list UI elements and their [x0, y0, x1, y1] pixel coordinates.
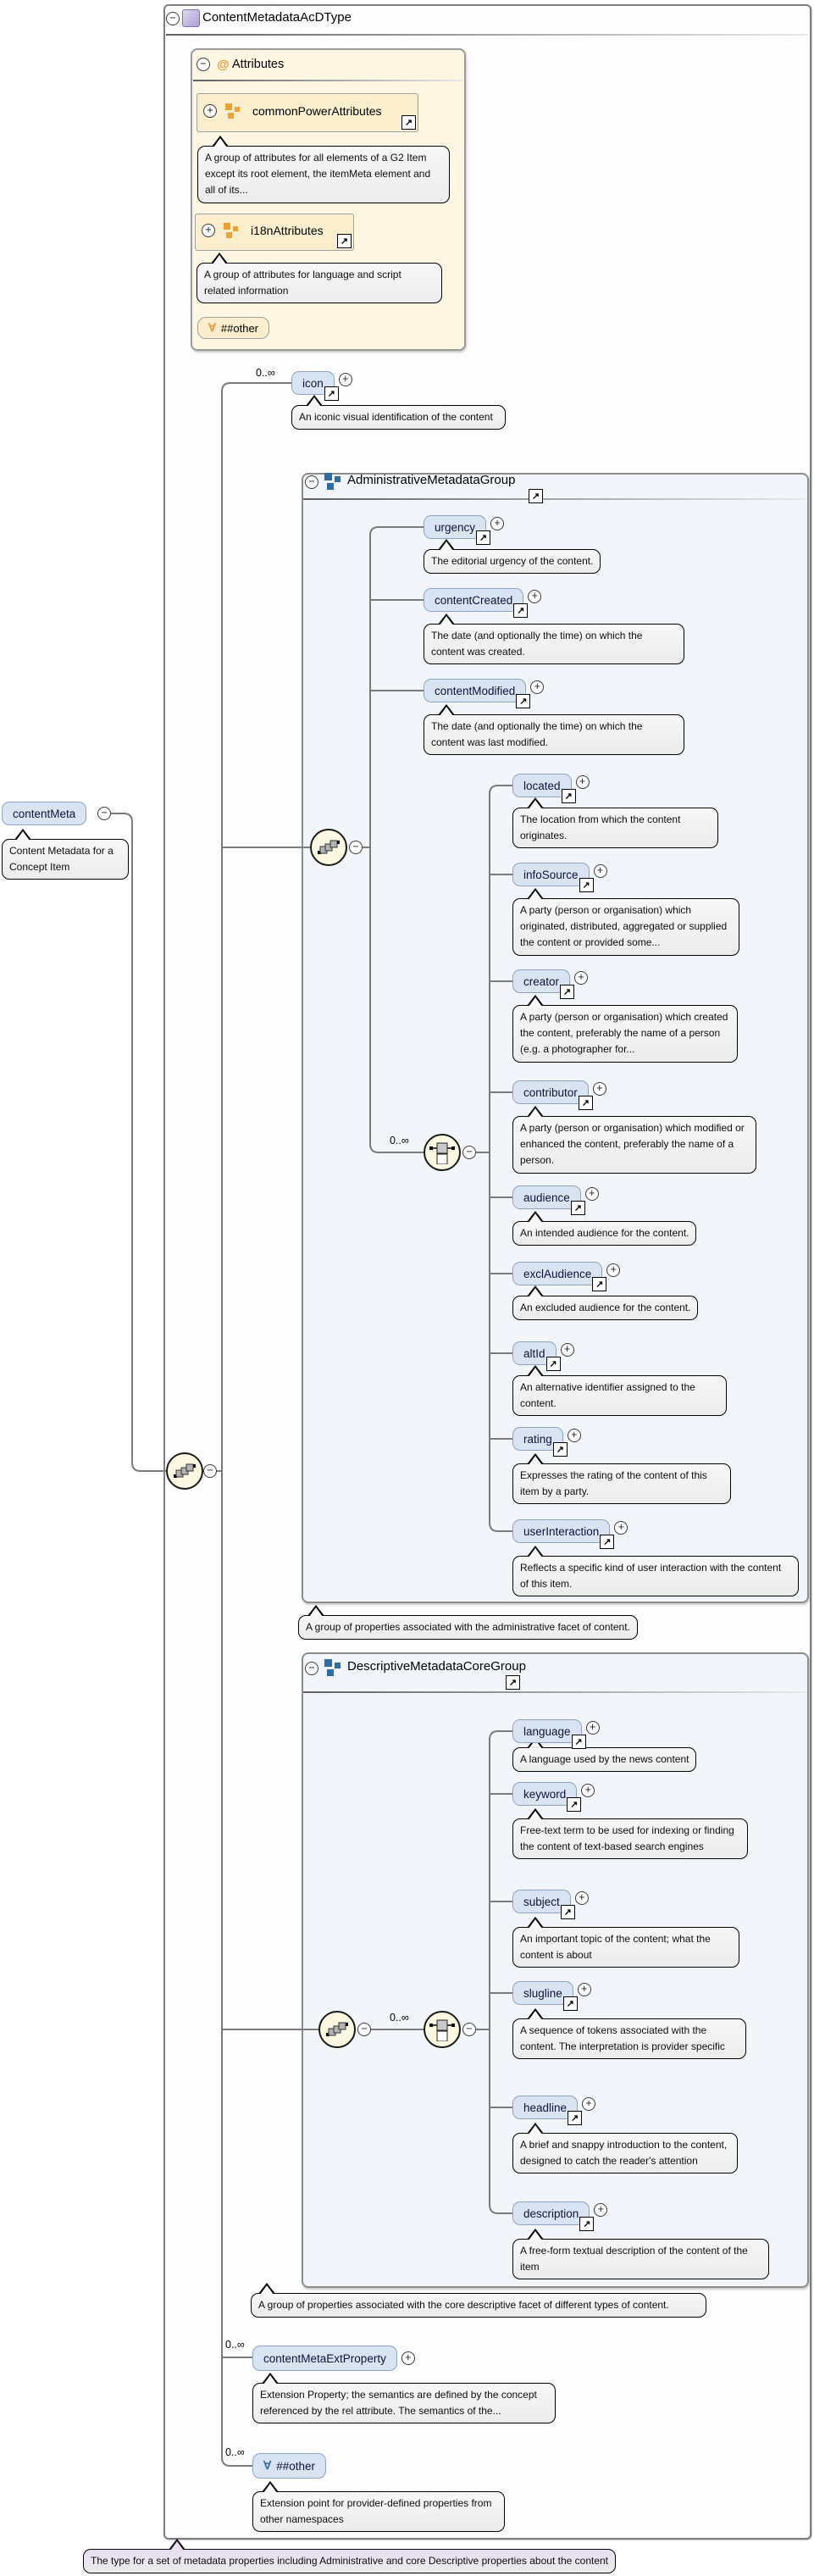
element-altid[interactable] — [512, 1341, 557, 1365]
element-icon[interactable] — [291, 371, 335, 395]
admin-group-title: AdministrativeMetadataGroup — [347, 473, 516, 487]
element-label: userInteraction — [523, 1524, 600, 1538]
element-label: altId — [523, 1346, 545, 1360]
complex-type-icon — [182, 9, 200, 27]
annotation-urgency: The editorial urgency of the content. — [424, 549, 601, 574]
element-keyword[interactable] — [512, 1782, 577, 1806]
element-label: ##other — [276, 2459, 316, 2473]
element-infosource[interactable] — [512, 863, 590, 886]
link-arrow-icon[interactable] — [476, 530, 490, 545]
annotation-slugline: A sequence of tokens associated with the content. The interpretation is provider specific — [512, 2018, 746, 2059]
expand-icon[interactable] — [582, 2097, 595, 2111]
element-label: headline — [523, 2101, 568, 2114]
choice-icon — [429, 1141, 455, 1164]
collapse-sequence-button[interactable] — [357, 2023, 371, 2036]
expand-icon[interactable] — [203, 104, 217, 118]
element-urgency[interactable] — [424, 515, 486, 539]
element-slugline[interactable] — [512, 1981, 573, 2005]
collapse-sequence-button[interactable] — [203, 1464, 217, 1478]
element-exclaudience[interactable] — [512, 1262, 602, 1285]
link-arrow-icon[interactable] — [324, 386, 339, 401]
element-label: audience — [523, 1191, 570, 1204]
expand-icon[interactable] — [568, 1429, 581, 1442]
collapse-attributes-button[interactable] — [197, 58, 210, 71]
link-arrow-icon[interactable] — [572, 1735, 586, 1749]
attribute-group-icon — [224, 223, 239, 238]
annotation-contentmeta: Content Metadata for a Concept Item — [2, 839, 129, 880]
link-arrow-icon[interactable] — [506, 1675, 520, 1690]
annotation-wildcard-other: Extension point for provider-defined properties from other namespaces — [252, 2491, 505, 2532]
expand-icon[interactable] — [586, 1721, 600, 1735]
collapse-sequence-button[interactable] — [349, 841, 363, 854]
annotation-commonpowerattributes: A group of attributes for all elements of a G2 Item except its root element, the itemMeta element and all of its... — [197, 146, 450, 203]
element-label: slugline — [523, 1986, 562, 2000]
sequence-compositor[interactable] — [166, 1452, 203, 1490]
element-label: contentMeta — [13, 807, 76, 820]
annotation-contentcreated: The date (and optionally the time) on which the content was created. — [424, 624, 684, 664]
expand-icon[interactable] — [593, 1082, 606, 1096]
type-title: ContentMetadataAcDType — [202, 10, 352, 25]
expand-icon[interactable] — [576, 775, 590, 789]
link-arrow-icon[interactable] — [513, 603, 528, 618]
occurrence-label: 0..∞ — [225, 2339, 245, 2351]
element-contributor[interactable] — [512, 1080, 589, 1104]
link-arrow-icon[interactable] — [516, 694, 530, 708]
forall-icon — [263, 2459, 271, 2473]
link-arrow-icon[interactable] — [546, 1357, 561, 1371]
element-contentmetaextproperty[interactable] — [252, 2346, 397, 2371]
annotation-type: The type for a set of metadata properties including Administrative and core Descriptive properties about the content — [83, 2549, 616, 2573]
link-arrow-icon[interactable] — [600, 1535, 614, 1549]
link-arrow-icon[interactable] — [563, 1996, 578, 2011]
attribute-group-icon — [225, 103, 241, 119]
annotation-exclaudience: An excluded audience for the content. — [512, 1296, 698, 1320]
link-arrow-icon[interactable] — [592, 1277, 606, 1291]
sequence-compositor[interactable] — [310, 829, 347, 866]
occurrence-label: 0..∞ — [225, 2446, 245, 2458]
header-separator — [166, 34, 808, 36]
element-language[interactable] — [512, 1719, 582, 1743]
expand-icon[interactable] — [202, 224, 215, 237]
element-headline[interactable] — [512, 2096, 578, 2119]
element-userinteraction[interactable] — [512, 1519, 610, 1543]
element-label: creator — [523, 974, 560, 988]
expand-icon[interactable] — [490, 517, 504, 530]
occurrence-label: 0..∞ — [256, 367, 275, 379]
link-arrow-icon[interactable] — [579, 2217, 594, 2231]
attribute-group-i18nattributes[interactable] — [195, 214, 354, 251]
expand-icon[interactable] — [594, 864, 607, 878]
choice-icon — [429, 2018, 455, 2041]
element-label: icon — [302, 376, 324, 390]
occurrence-label: 0..∞ — [390, 1135, 409, 1146]
link-arrow-icon[interactable] — [553, 1442, 568, 1457]
link-arrow-icon[interactable] — [401, 115, 416, 130]
annotation-language: A language used by the news content — [512, 1747, 696, 1772]
element-label: contentCreated — [435, 593, 513, 607]
collapse-admin-group-button[interactable] — [305, 475, 318, 489]
annotation-admin-group: A group of properties associated with the administrative facet of content. — [298, 1615, 638, 1640]
annotation-located: The location from which the content originates. — [512, 808, 718, 848]
link-arrow-icon[interactable] — [568, 2111, 582, 2125]
annotation-headline: A brief and snappy introduction to the content, designed to catch the reader's attention — [512, 2133, 738, 2174]
attribute-group-label: commonPowerAttributes — [252, 104, 382, 118]
element-group-icon — [324, 1659, 341, 1676]
sequence-icon — [174, 1462, 196, 1480]
element-label: contributor — [523, 1085, 578, 1099]
element-label: subject — [523, 1895, 560, 1908]
wildcard-label: ##other — [220, 321, 258, 335]
annotation-i18nattributes: A group of attributes for language and script related information — [197, 263, 442, 303]
element-contentmodified[interactable] — [424, 679, 526, 702]
element-label: language — [523, 1724, 571, 1738]
attributes-separator — [193, 80, 462, 81]
link-arrow-icon[interactable] — [562, 789, 576, 803]
link-arrow-icon[interactable] — [560, 985, 574, 999]
forall-icon — [208, 321, 216, 335]
link-arrow-icon[interactable] — [337, 234, 352, 248]
sequence-compositor[interactable] — [318, 2011, 356, 2048]
element-label: contentModified — [435, 684, 516, 697]
expand-icon[interactable] — [561, 1343, 574, 1357]
element-label: description — [523, 2207, 579, 2220]
element-wildcard-other[interactable] — [252, 2453, 326, 2479]
annotation-audience: An intended audience for the content. — [512, 1221, 696, 1246]
attribute-group-commonpowerattributes[interactable] — [197, 93, 418, 132]
element-label: rating — [523, 1432, 552, 1446]
collapse-contentmeta-button[interactable] — [97, 807, 111, 820]
annotation-contentmetaextproperty: Extension Property; the semantics are defined by the concept referenced by the rel attribute. The semantics of the... — [252, 2383, 556, 2423]
choice-compositor[interactable] — [424, 1134, 461, 1171]
choice-compositor[interactable] — [424, 2011, 461, 2048]
link-arrow-icon[interactable] — [529, 489, 543, 503]
attribute-group-label: i18nAttributes — [251, 224, 324, 237]
annotation-infosource: A party (person or organisation) which originated, distributed, aggregated or supplied the content or provided some... — [512, 898, 739, 956]
element-label: urgency — [435, 520, 476, 534]
link-arrow-icon[interactable] — [567, 1797, 581, 1812]
element-audience[interactable] — [512, 1185, 581, 1209]
annotation-rating: Expresses the rating of the content of this item by a party. — [512, 1463, 731, 1504]
annotation-keyword: Free-text term to be used for indexing or finding the content of text-based search engines — [512, 1818, 748, 1859]
occurrence-label: 0..∞ — [390, 2012, 409, 2024]
element-contentmeta[interactable] — [2, 802, 86, 825]
element-contentcreated[interactable] — [424, 588, 523, 612]
annotation-description: A free-form textual description of the content of the item — [512, 2239, 769, 2279]
admin-separator — [303, 498, 806, 500]
annotation-desc-group: A group of properties associated with the core descriptive facet of different types of content. — [251, 2293, 706, 2318]
link-arrow-icon[interactable] — [571, 1201, 585, 1215]
element-label: infoSource — [523, 868, 579, 881]
expand-icon[interactable] — [401, 2351, 415, 2365]
element-located[interactable] — [512, 774, 572, 797]
element-description[interactable] — [512, 2201, 590, 2225]
collapse-type-button[interactable] — [166, 12, 180, 25]
expand-icon[interactable] — [339, 373, 352, 386]
element-subject[interactable] — [512, 1890, 571, 1913]
annotation-subject: An important topic of the content; what the content is about — [512, 1927, 739, 1968]
link-arrow-icon[interactable] — [561, 1905, 575, 1919]
collapse-choice-button[interactable] — [462, 2023, 476, 2036]
element-label: contentMetaExtProperty — [263, 2351, 386, 2365]
element-creator[interactable] — [512, 969, 570, 993]
collapse-choice-button[interactable] — [462, 1146, 476, 1159]
element-label: located — [523, 779, 561, 792]
link-arrow-icon[interactable] — [579, 878, 594, 892]
desc-separator — [303, 1691, 806, 1693]
attribute-wildcard-other[interactable] — [197, 317, 269, 339]
expand-icon[interactable] — [578, 1983, 591, 1996]
expand-icon[interactable] — [575, 1891, 589, 1905]
attributes-at-icon: @ — [217, 58, 230, 72]
element-label: keyword — [523, 1787, 567, 1801]
sequence-icon — [318, 838, 340, 857]
expand-icon[interactable] — [585, 1187, 599, 1201]
collapse-desc-group-button[interactable] — [305, 1662, 318, 1675]
expand-icon[interactable] — [574, 971, 588, 985]
element-group-icon — [324, 473, 341, 490]
annotation-contributor: A party (person or organisation) which modified or enhanced the content, preferably the name of a person. — [512, 1116, 756, 1174]
annotation-userinteraction: Reflects a specific kind of user interaction with the content of this item. — [512, 1556, 799, 1596]
element-label: exclAudience — [523, 1267, 592, 1280]
link-arrow-icon[interactable] — [579, 1096, 593, 1110]
element-rating[interactable] — [512, 1427, 563, 1451]
desc-group-title: DescriptiveMetadataCoreGroup — [347, 1659, 526, 1674]
annotation-icon: An iconic visual identification of the content — [291, 405, 506, 430]
annotation-altid: An alternative identifier assigned to the content. — [512, 1375, 727, 1416]
sequence-icon — [326, 2020, 348, 2039]
attributes-title: Attributes — [232, 58, 285, 71]
annotation-creator: A party (person or organisation) which created the content, preferably the name of a person (e.g. a photographer for... — [512, 1005, 738, 1063]
annotation-contentmodified: The date (and optionally the time) on which the content was last modified. — [424, 714, 684, 755]
